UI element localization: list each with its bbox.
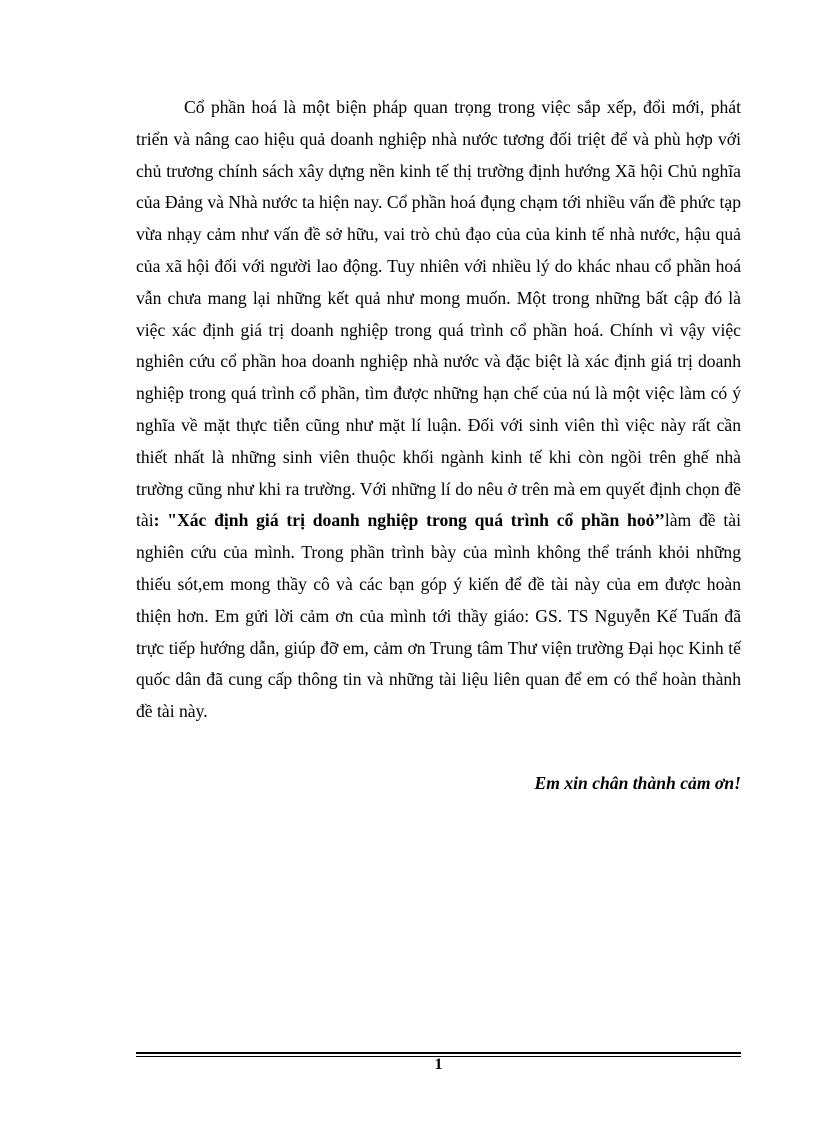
topic-title: : "Xác định giá trị doanh nghiệp trong quá trình cổ phần hoỏ’’ bbox=[153, 510, 665, 531]
footer-divider-thick bbox=[136, 1052, 741, 1054]
paragraph-text-part1: Cổ phần hoá là một biện pháp quan trọng trong việc sắp xếp, đổi mới, phát triển và nâng cao hiệu quả doanh nghiệp nhà nước tương đối triệt để và phù hợp với chủ trương chính sách xây dựng nền kinh tế thị trường định hướng Xã hội Chủ nghĩa của Đảng và Nhà nước ta hiện nay. Cổ phần hoá đụng chạm tới nhiều vấn đề phức tạp vừa nhạy cảm như vấn đề sở hữu, vai trò chủ đạo của của kinh tế nhà nước, hậu quả của xã hội đối với người lao động. Tuy nhiên với nhiều lý do khác nhau cổ phần hoá vẫn chưa mang lại những kết quả như mong muốn. Một trong những bất cập đó là việc xác định giá trị doanh nghiệp trong quá trình cổ phần hoá. Chính vì vậy việc nghiên cứu cổ phần hoa doanh nghiệp nhà nước và đặc biệt là xác định giá trị doanh nghiệp trong quá trình cổ phần, tìm được những hạn chế của nú là một việc làm có ý nghĩa về mặt thực tiễn cũng như mặt lí luận. Đối với sinh viên thì việc này rất cần thiết nhất là những sinh viên thuộc khối ngành kinh tế khi còn ngồi trên ghế nhà trường cũng như khi ra trường. Với những lí do nêu ở trên mà em quyết định chọn đề tài bbox=[136, 97, 741, 531]
paragraph-text-part2: làm đề tài nghiên cứu của mình. Trong phần trình bày của mình không thể tránh khỏi những thiếu sót,em mong thầy cô và các bạn góp ý kiến để đề tài này của em được hoàn thiện hơn. Em gửi lời cảm ơn của mình tới thầy giáo: GS. TS Nguyễn Kế Tuấn đã trực tiếp hướng dẫn, giúp đỡ em, cảm ơn Trung tâm Thư viện trường Đại học Kinh tế quốc dân đã cung cấp thông tin và những tài liệu liên quan để em có thể hoàn thành đề tài này. bbox=[136, 510, 741, 722]
page-number: 1 bbox=[434, 1056, 443, 1073]
closing-thanks: Em xin chân thành cảm ơn! bbox=[534, 773, 741, 793]
intro-paragraph bbox=[136, 92, 741, 728]
